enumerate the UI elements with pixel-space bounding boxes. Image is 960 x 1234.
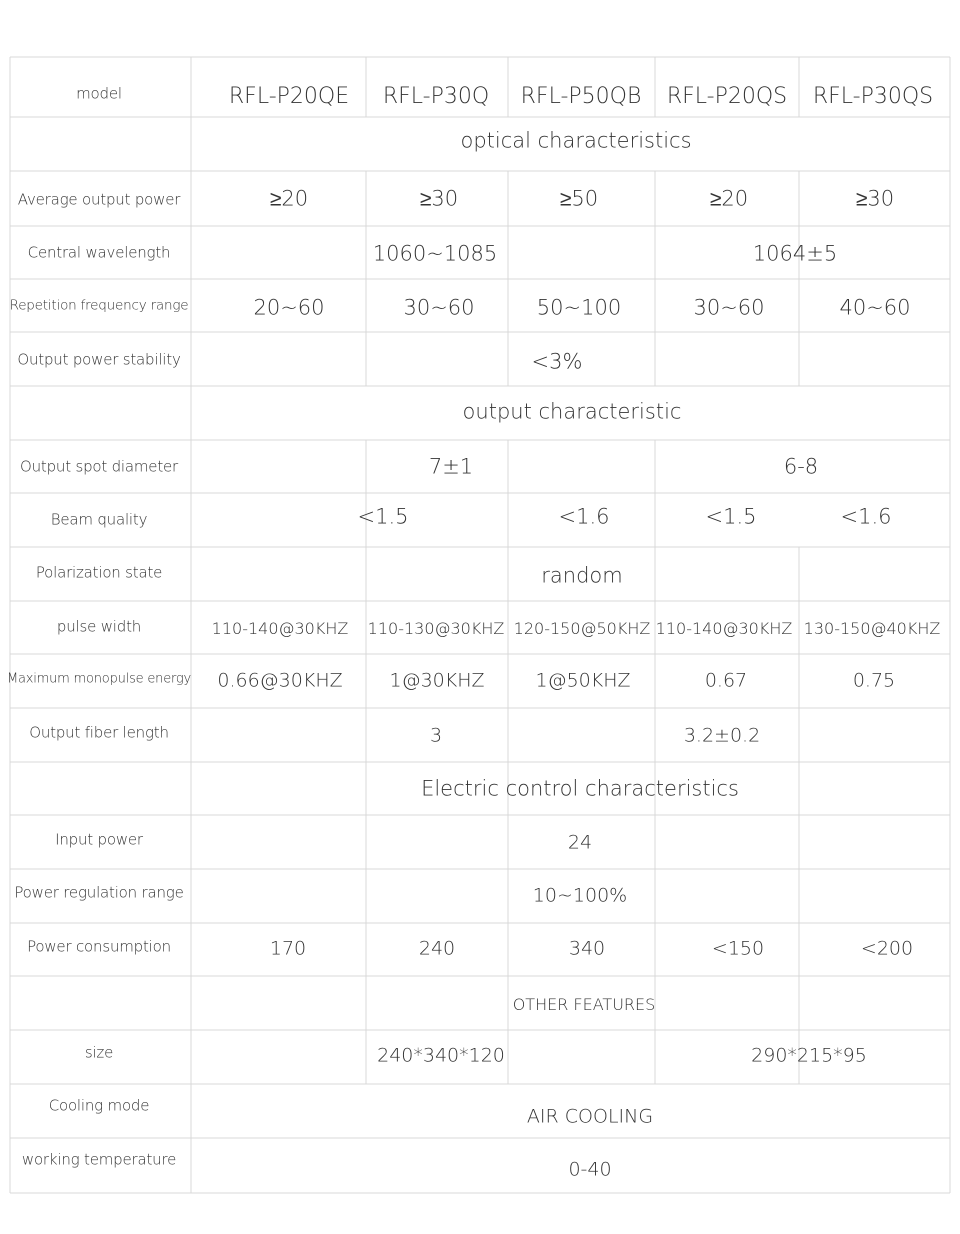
cell-value: 290*215*95 <box>751 1044 867 1067</box>
cell-value: <150 <box>711 937 765 960</box>
cell-value: 0.67 <box>704 669 748 692</box>
section-title-electric: Electric control characteristics <box>421 776 739 801</box>
cell-value: 110-140@30KHZ <box>655 619 793 638</box>
row-label: Input power <box>55 830 143 849</box>
cell-value: 50~100 <box>536 295 622 320</box>
cell-value: ≥30 <box>855 186 895 211</box>
cell-value: ≥20 <box>269 186 309 211</box>
row-label: Central wavelength <box>27 243 171 262</box>
cell-value: 110-140@30KHZ <box>211 619 349 638</box>
cell-value: 110-130@30KHZ <box>367 619 505 638</box>
model-header: RFL-P30QS <box>812 84 934 109</box>
row-label: working temperature <box>21 1150 177 1169</box>
cell-value: 6-8 <box>783 454 819 479</box>
cell-value: 7±1 <box>428 454 474 479</box>
cell-value: <1.5 <box>357 504 409 529</box>
model-header: RFL-P30Q <box>382 84 490 109</box>
cell-value: <200 <box>860 937 914 960</box>
row-label: Power regulation range <box>14 883 184 902</box>
cell-value: <1.5 <box>705 504 757 529</box>
row-label: Repetition frequency range <box>9 297 189 314</box>
cell-value: AIR COOLING <box>526 1105 654 1128</box>
cell-value: 30~60 <box>403 295 475 320</box>
cell-value: 20~60 <box>253 295 325 320</box>
cell-value: ≥30 <box>419 186 459 211</box>
cell-value: random <box>541 563 623 588</box>
cell-value: 0-40 <box>568 1158 612 1181</box>
cell-value: 0.66@30KHZ <box>217 669 343 692</box>
row-label: Average output power <box>17 190 181 209</box>
model-header: RFL-P20QS <box>666 84 788 109</box>
row-label: pulse width <box>56 617 142 636</box>
row-label: size <box>84 1043 114 1062</box>
cell-value: 120-150@50KHZ <box>513 619 651 638</box>
model-header: RFL-P50QB <box>520 84 642 109</box>
cell-value: 30~60 <box>693 295 765 320</box>
cell-value: ≥50 <box>559 186 599 211</box>
cell-value: 3.2±0.2 <box>683 724 761 747</box>
cell-value: 1@50KHZ <box>535 669 631 692</box>
cell-value: <1.6 <box>558 504 610 529</box>
cell-value: 240*340*120 <box>377 1044 505 1067</box>
cell-value: 1060~1085 <box>372 241 498 266</box>
section-title-output: output characteristic <box>462 399 682 424</box>
row-label: Polarization state <box>35 563 163 582</box>
row-label: Maximum monopulse energy <box>6 671 192 687</box>
cell-value: 0.75 <box>852 669 896 692</box>
cell-value: 170 <box>269 937 307 960</box>
header-label: model <box>76 84 122 103</box>
cell-value: 3 <box>429 724 443 747</box>
cell-value: ≥20 <box>709 186 749 211</box>
cell-value: 1064±5 <box>752 241 838 266</box>
row-label: Output fiber length <box>29 723 169 742</box>
cell-value: <3% <box>531 349 583 374</box>
row-label: Power consumption <box>27 937 171 956</box>
cell-value: 130-150@40KHZ <box>803 619 941 638</box>
cell-value: <1.6 <box>840 504 892 529</box>
cell-value: 24 <box>567 831 593 854</box>
cell-value: 40~60 <box>839 295 911 320</box>
row-label: Cooling mode <box>48 1096 150 1115</box>
row-label: Output spot diameter <box>19 457 179 476</box>
section-title-other: OTHER FEATURES <box>512 995 656 1014</box>
cell-value: 10~100% <box>532 884 628 907</box>
cell-value: 340 <box>568 937 606 960</box>
cell-value: 240 <box>418 937 456 960</box>
cell-value: 1@30KHZ <box>389 669 485 692</box>
section-title-optical: optical characteristics <box>460 128 692 153</box>
model-header: RFL-P20QE <box>228 84 350 109</box>
row-label: Output power stability <box>17 350 181 369</box>
row-label: Beam quality <box>50 510 148 529</box>
